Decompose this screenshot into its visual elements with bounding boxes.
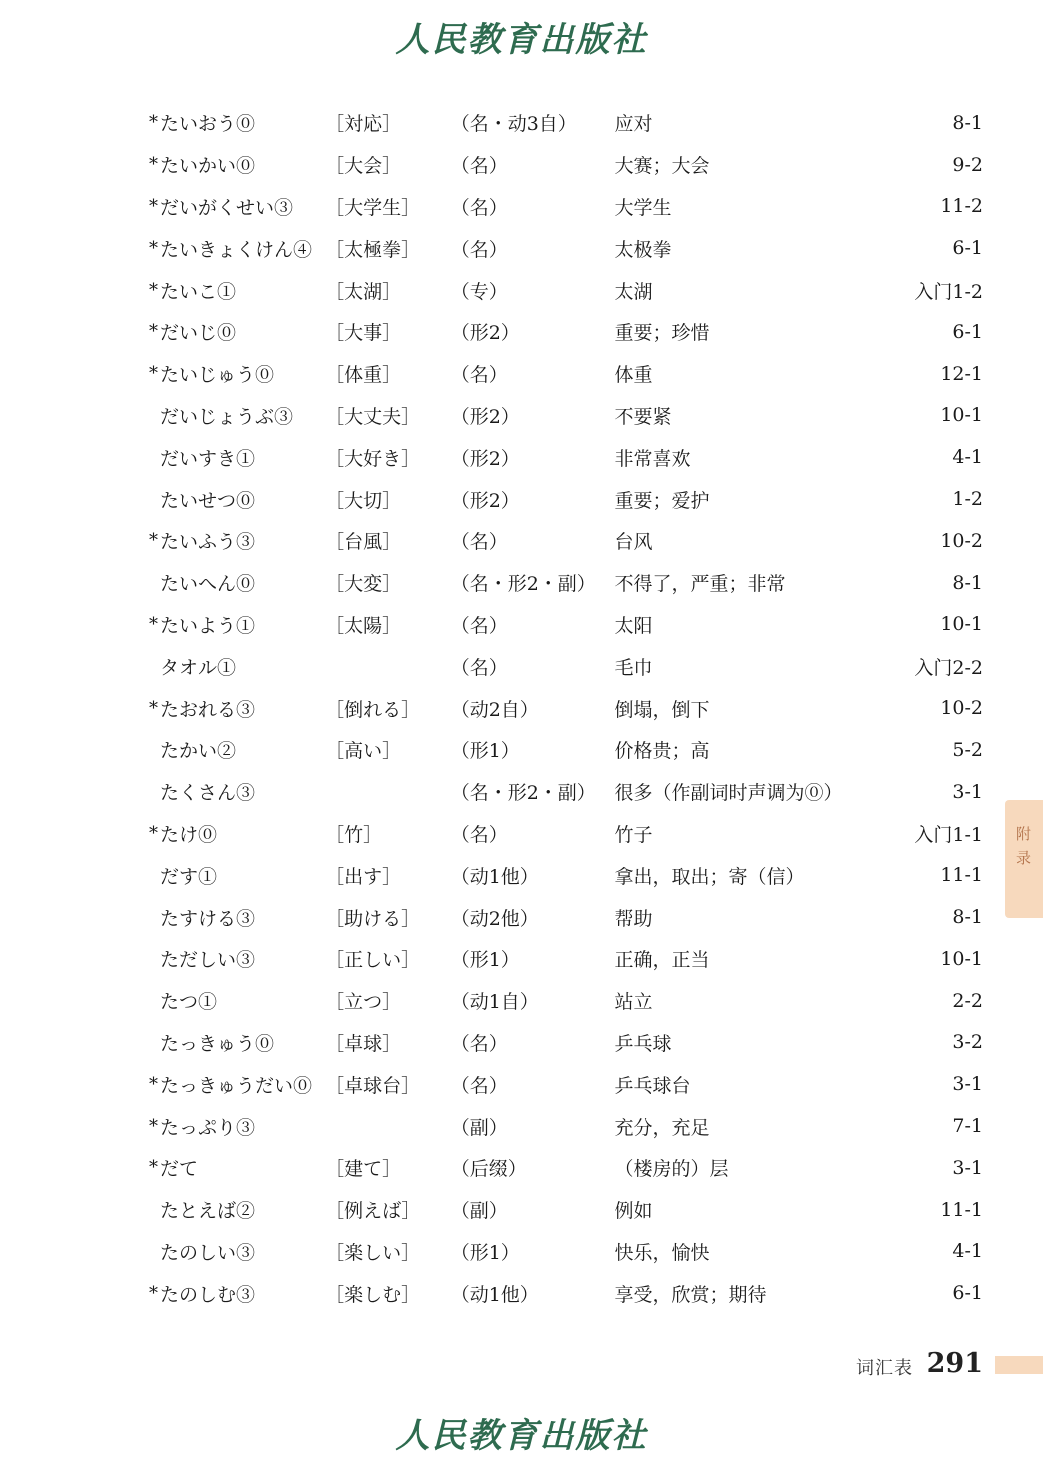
entry-pos: （形1）	[450, 1241, 520, 1264]
entry-pos: （副）	[450, 1116, 508, 1139]
table-row	[0, 1231, 1043, 1273]
entry-meaning: 大赛；大会	[614, 155, 710, 178]
table-row	[0, 562, 1043, 604]
entry-ref: 6-1	[952, 320, 983, 343]
entry-pos: （名・动3自）	[450, 113, 577, 136]
entry-pos: （形2）	[450, 322, 520, 345]
entry-kanji: ［楽しい］	[325, 1241, 421, 1264]
table-row	[0, 896, 1043, 938]
entry-meaning: 快乐，愉快	[614, 1241, 710, 1264]
table-row	[0, 645, 1043, 687]
footer-section-label: 词汇表	[856, 1358, 913, 1379]
entry-meaning: 毛巾	[614, 656, 653, 679]
entry-ref: 10-2	[940, 697, 983, 720]
entry-kanji: ［対応］	[325, 113, 402, 136]
entry-kanji: ［大事］	[325, 322, 402, 345]
entry-star: *	[149, 613, 159, 635]
entry-ref: 10-1	[940, 404, 983, 427]
publisher-logo-bottom: 人民教育出版社	[395, 1416, 648, 1456]
entry-pos: （形2）	[450, 489, 520, 512]
entry-meaning: 很多（作副词时声调为⓪）	[614, 782, 843, 805]
entry-ref: 2-2	[952, 989, 983, 1012]
entry-pos: （副）	[450, 1200, 508, 1223]
entry-pos: （动2他）	[450, 907, 539, 930]
entry-kanji: ［楽しむ］	[325, 1283, 421, 1306]
entry-star: *	[149, 1115, 159, 1137]
entry-kanji: ［出す］	[325, 865, 402, 888]
entry-ref: 8-1	[952, 111, 983, 134]
entry-kanji: ［建て］	[325, 1158, 402, 1181]
entry-star	[0, 771, 160, 813]
table-row	[0, 1147, 1043, 1189]
entry-meaning: 太阳	[614, 614, 653, 637]
entry-star	[0, 854, 160, 896]
entry-meaning: 帮助	[614, 907, 653, 930]
table-row	[0, 1189, 1043, 1231]
table-row	[0, 102, 1043, 144]
entry-star: *	[149, 237, 159, 259]
table-row	[0, 729, 1043, 771]
entry-pos: （名）	[450, 1032, 508, 1055]
entry-ref: 3-2	[952, 1031, 983, 1054]
entry-pos: （名）	[450, 155, 508, 178]
entry-ref: 4-1	[952, 1240, 983, 1263]
table-row	[0, 436, 1043, 478]
entry-kana: たいおう⓪	[160, 113, 256, 136]
entry-pos: （名）	[450, 614, 508, 637]
entry-kanji: ［大丈夫］	[325, 405, 421, 428]
entry-pos: （名・形2・副）	[450, 782, 596, 805]
table-row	[0, 771, 1043, 813]
entry-pos: （名）	[450, 823, 508, 846]
entry-kana: たっきゅうだい⓪	[160, 1074, 313, 1097]
entry-kana: だいがくせい③	[160, 196, 294, 219]
appendix-side-tab-label: 附 录	[1015, 825, 1032, 867]
entry-ref: 8-1	[952, 571, 983, 594]
entry-kanji: ［大切］	[325, 489, 402, 512]
entry-star	[0, 645, 160, 687]
entry-ref: 11-1	[940, 1198, 983, 1221]
entry-kana: たいきょくけん④	[160, 238, 313, 261]
entry-pos: （后缀）	[450, 1158, 527, 1181]
entry-ref: 4-1	[952, 446, 983, 469]
entry-kana: たっきゅう⓪	[160, 1032, 275, 1055]
entry-star: *	[149, 822, 159, 844]
entry-kana: たいへん⓪	[160, 573, 256, 596]
page-number: 291	[926, 1348, 983, 1379]
entry-kanji: ［例えば］	[325, 1200, 421, 1223]
entry-star: *	[149, 1073, 159, 1095]
table-row	[0, 604, 1043, 646]
entry-star	[0, 729, 160, 771]
entry-star: *	[149, 1282, 159, 1304]
entry-pos: （名）	[450, 531, 508, 554]
entry-ref: 3-1	[952, 1073, 983, 1096]
table-row	[0, 478, 1043, 520]
entry-ref: 8-1	[952, 906, 983, 929]
entry-ref: 入门1-2	[914, 280, 983, 303]
entry-pos: （形1）	[450, 949, 520, 972]
entry-pos: （形2）	[450, 447, 520, 470]
entry-pos: （形1）	[450, 740, 520, 763]
entry-kanji: ［正しい］	[325, 949, 421, 972]
footer-accent-bar	[995, 1356, 1043, 1374]
table-row	[0, 980, 1043, 1022]
entry-pos: （专）	[450, 280, 508, 303]
entry-kanji	[325, 1105, 451, 1147]
entry-kanji: ［卓球］	[325, 1032, 402, 1055]
table-row	[0, 1272, 1043, 1314]
entry-ref: 11-1	[940, 864, 983, 887]
entry-meaning: 正确，正当	[614, 949, 710, 972]
entry-kanji: ［高い］	[325, 740, 402, 763]
entry-ref: 1-2	[952, 488, 983, 511]
table-row	[0, 854, 1043, 896]
entry-meaning: 不得了，严重；非常	[614, 573, 786, 596]
entry-kanji: ［大会］	[325, 155, 402, 178]
entry-kana: たいよう①	[160, 614, 256, 637]
table-row	[0, 186, 1043, 228]
entry-star	[0, 980, 160, 1022]
entry-kanji: ［大学生］	[325, 196, 421, 219]
table-row	[0, 395, 1043, 437]
table-row	[0, 353, 1043, 395]
entry-star: *	[149, 530, 159, 552]
entry-star	[0, 1231, 160, 1273]
entry-meaning: 太极拳	[614, 238, 672, 261]
entry-kanji: ［卓球台］	[325, 1074, 421, 1097]
entry-meaning: 体重	[614, 364, 653, 387]
entry-pos: （名）	[450, 364, 508, 387]
entry-ref: 10-1	[940, 947, 983, 970]
entry-kana: タオル①	[160, 656, 237, 679]
entry-pos: （动1他）	[450, 865, 539, 888]
entry-meaning: 例如	[614, 1200, 653, 1223]
entry-kanji: ［体重］	[325, 364, 402, 387]
entry-pos: （动1自）	[450, 991, 539, 1014]
entry-star: *	[149, 195, 159, 217]
entry-kana: たけ⓪	[160, 823, 218, 846]
entry-star	[0, 938, 160, 980]
entry-star	[0, 478, 160, 520]
entry-kana: たつ①	[160, 991, 218, 1014]
entry-meaning: 享受，欣赏；期待	[614, 1283, 767, 1306]
entry-meaning: 非常喜欢	[614, 447, 691, 470]
entry-meaning: 乒乓球台	[614, 1074, 691, 1097]
entry-star: *	[149, 321, 159, 343]
entry-kanji	[325, 771, 451, 813]
entry-ref: 11-2	[940, 195, 983, 218]
entry-kanji: ［台風］	[325, 531, 402, 554]
entry-kana: たとえば②	[160, 1200, 256, 1223]
entry-meaning: 大学生	[614, 196, 672, 219]
entry-star	[0, 1189, 160, 1231]
table-row	[0, 1063, 1043, 1105]
entry-star: *	[149, 154, 159, 176]
entry-pos: （名・形2・副）	[450, 573, 596, 596]
entry-ref: 6-1	[952, 1282, 983, 1305]
entry-kana: だて	[160, 1158, 199, 1181]
entry-kanji	[325, 645, 451, 687]
entry-meaning: 竹子	[614, 823, 653, 846]
entry-star	[0, 896, 160, 938]
entry-pos: （名）	[450, 196, 508, 219]
entry-kanji: ［立つ］	[325, 991, 402, 1014]
entry-meaning: （楼房的）层	[614, 1158, 729, 1181]
entry-pos: （动1他）	[450, 1283, 539, 1306]
entry-star: *	[149, 279, 159, 301]
entry-ref: 6-1	[952, 237, 983, 260]
entry-kana: たっぷり③	[160, 1116, 256, 1139]
entry-ref: 10-2	[940, 529, 983, 552]
entry-meaning: 台风	[614, 531, 653, 554]
entry-kana: だいすき①	[160, 447, 256, 470]
entry-ref: 12-1	[940, 362, 983, 385]
entry-meaning: 太湖	[614, 280, 653, 303]
entry-ref: 入门1-1	[914, 823, 983, 846]
entry-pos: （名）	[450, 238, 508, 261]
entry-kanji: ［大好き］	[325, 447, 421, 470]
entry-ref: 入门2-2	[914, 656, 983, 679]
entry-star: *	[149, 112, 159, 134]
entry-kana: たいふう③	[160, 531, 256, 554]
table-row	[0, 311, 1043, 353]
entry-star	[0, 562, 160, 604]
entry-meaning: 站立	[614, 991, 653, 1014]
entry-meaning: 重要；爱护	[614, 489, 710, 512]
entry-kanji: ［倒れる］	[325, 698, 421, 721]
entry-star: *	[149, 1157, 159, 1179]
entry-meaning: 价格贵；高	[614, 740, 710, 763]
entry-kana: たいせつ⓪	[160, 489, 256, 512]
entry-ref: 9-2	[952, 153, 983, 176]
entry-ref: 5-2	[952, 738, 983, 761]
entry-ref: 3-1	[952, 780, 983, 803]
entry-kanji: ［太陽］	[325, 614, 402, 637]
entry-star: *	[149, 363, 159, 385]
entry-meaning: 应对	[614, 113, 653, 136]
entry-meaning: 不要紧	[614, 405, 672, 428]
entry-kanji: ［竹］	[325, 823, 383, 846]
entry-ref: 7-1	[952, 1115, 983, 1138]
table-row	[0, 227, 1043, 269]
table-row	[0, 1105, 1043, 1147]
entry-pos: （动2自）	[450, 698, 539, 721]
entry-star: *	[149, 697, 159, 719]
entry-pos: （形2）	[450, 405, 520, 428]
entry-pos: （名）	[450, 656, 508, 679]
entry-kana: たすける③	[160, 907, 256, 930]
entry-kana: たいじゅう⓪	[160, 364, 275, 387]
table-row	[0, 938, 1043, 980]
entry-star	[0, 395, 160, 437]
entry-kana: ただしい③	[160, 949, 256, 972]
entry-kanji: ［太極拳］	[325, 238, 421, 261]
table-row	[0, 687, 1043, 729]
table-row	[0, 520, 1043, 562]
entry-kana: たおれる③	[160, 698, 256, 721]
table-row	[0, 1022, 1043, 1064]
entry-kana: たかい②	[160, 740, 237, 763]
entry-ref: 10-1	[940, 613, 983, 636]
table-row	[0, 144, 1043, 186]
entry-meaning: 拿出，取出；寄（信）	[614, 865, 805, 888]
entry-star	[0, 436, 160, 478]
entry-meaning: 充分，充足	[614, 1116, 710, 1139]
entry-meaning: 倒塌，倒下	[614, 698, 710, 721]
entry-kana: だいじょうぶ③	[160, 405, 294, 428]
entry-kanji: ［大変］	[325, 573, 402, 596]
entry-kanji: ［太湖］	[325, 280, 402, 303]
page-footer	[0, 1348, 1043, 1378]
entry-kana: たのしむ③	[160, 1283, 256, 1306]
vocabulary-table-body	[0, 102, 1043, 1314]
entry-kana: だす①	[160, 865, 218, 888]
entry-kanji: ［助ける］	[325, 907, 421, 930]
entry-kana: だいじ⓪	[160, 322, 237, 345]
entry-kana: たくさん③	[160, 782, 256, 805]
entry-ref: 3-1	[952, 1156, 983, 1179]
entry-kana: たいこ①	[160, 280, 237, 303]
entry-kana: たいかい⓪	[160, 155, 256, 178]
publisher-logo-top: 人民教育出版社	[395, 20, 648, 60]
entry-star	[0, 1022, 160, 1064]
entry-kana: たのしい③	[160, 1241, 256, 1264]
entry-meaning: 乒乓球	[614, 1032, 672, 1055]
table-row	[0, 813, 1043, 855]
entry-pos: （名）	[450, 1074, 508, 1097]
table-row	[0, 269, 1043, 311]
vocabulary-table	[0, 102, 1043, 1314]
entry-meaning: 重要；珍惜	[614, 322, 710, 345]
